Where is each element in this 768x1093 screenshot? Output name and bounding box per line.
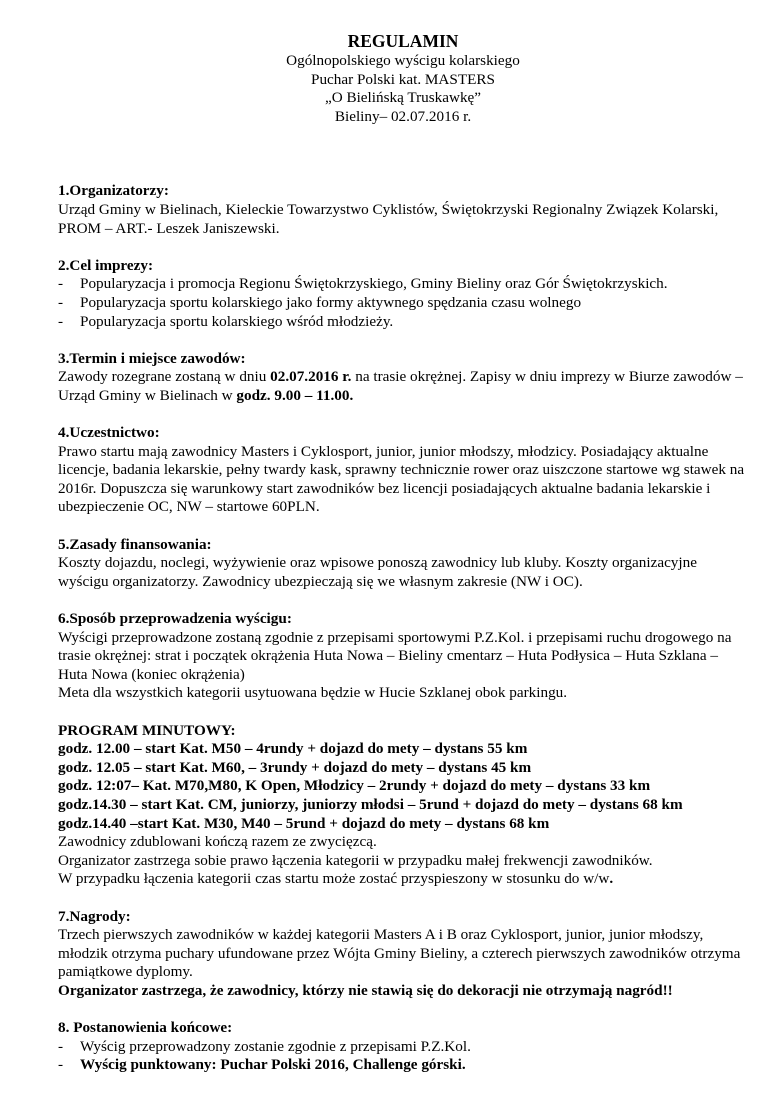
dash-bullet: - xyxy=(58,1037,64,1055)
subtitle-line-4: Bieliny– 02.07.2016 r. xyxy=(334,107,472,125)
list-item-text: Wyścig przeprowadzony zostanie zgodnie z przepisami P.Z.Kol. xyxy=(80,1037,471,1055)
section-race-conduct xyxy=(58,610,748,703)
program-note: Organizator zastrzega sobie prawo łączenia kategorii w przypadku małej frekwencji zawodników. xyxy=(58,851,653,869)
schedule-line: godz. 12.05 – start Kat. M60, – 3rundy + dojazd do mety – dystans 45 km xyxy=(58,758,532,776)
subtitle-line-3: „O Bielińską Truskawkę” xyxy=(324,89,482,107)
section-heading: 5.Zasady finansowania: xyxy=(58,535,212,553)
program-note: Zawodnicy zdublowani kończą razem ze zwycięzcą. xyxy=(58,833,377,851)
registration-hours: godz. 9.00 – 11.00. xyxy=(236,386,354,404)
list-item-text: Wyścig punktowany: Puchar Polski 2016, Challenge górski. xyxy=(80,1056,466,1074)
document-title: REGULAMIN xyxy=(347,31,459,51)
section-heading: 7.Nagrody: xyxy=(58,907,131,925)
subtitle-line-1: Ogólnopolskiego wyścigu kolarskiego xyxy=(286,52,520,69)
section-text xyxy=(58,368,748,405)
section-text: Urząd Gminy w Bielinach, Kieleckie Towarzystwo Cyklistów, Świętokrzyski Regionalny Związek Kolarski, PROM – ART.- Leszek Janiszewski. xyxy=(58,200,719,237)
section-program xyxy=(58,722,748,889)
section-heading: 8. Postanowienia końcowe: xyxy=(58,1019,233,1037)
schedule-line: godz. 12:07– Kat. M70,M80, K Open, Młodzicy – 2rundy + dojazd do mety – dystans 33 km xyxy=(58,777,651,795)
section-heading: 1.Organizatorzy: xyxy=(58,182,169,200)
section-heading: 4.Uczestnictwo: xyxy=(58,424,160,442)
text-run: W przypadku łączenia kategorii czas startu może zostać przyspieszony w stosunku do w/w xyxy=(58,870,610,888)
section-heading: 6.Sposób przeprowadzenia wyścigu: xyxy=(58,610,292,628)
section-text-finish: Meta dla wszystkich kategorii usytuowana będzie w Hucie Szklanej obok parkingu. xyxy=(58,684,568,702)
dash-bullet: - xyxy=(58,293,64,311)
section-heading: 3.Termin i miejsce zawodów: xyxy=(58,349,246,367)
section-financing xyxy=(58,536,748,592)
section-organizers xyxy=(58,182,748,238)
section-text: Trzech pierwszych zawodników w każdej kategorii Masters A i B oraz Cyklosport, junior, junior młodszy, młodzik otrzyma puchary ufundowane przez Wójta Gminy Bieliny, a czterech pierwszych zawodników otrzyma pamiątkowe dyplomy. xyxy=(58,926,741,981)
dash-bullet: - xyxy=(58,275,64,293)
section-date-place xyxy=(58,350,748,406)
section-final-provisions xyxy=(58,1019,748,1075)
dash-bullet: - xyxy=(58,1056,64,1074)
section-heading: PROGRAM MINUTOWY: xyxy=(58,721,236,739)
list-item xyxy=(58,313,748,332)
section-text: Prawo startu mają zawodnicy Masters i Cyklosport, junior, junior młodszy, młodzicy. Posiadający aktualne licencje, badania lekarskie, pełny twardy kask, sprawny technicznie rower oraz uiszczone startowe wg stawek na 2016r. Dopuszcza się warunkowy start zawodników bez licencji posiadających aktualne badania lekarskie i ubezpieczenie OC, NW – startowe 60PLN. xyxy=(58,442,745,516)
prize-warning: Organizator zastrzega, że zawodnicy, którzy nie stawią się do dekoracji nie otrzymają nagród!! xyxy=(58,981,673,999)
list-item xyxy=(58,1038,748,1057)
document-header xyxy=(58,30,748,126)
section-goal xyxy=(58,257,748,331)
schedule-line: godz. 12.00 – start Kat. M50 – 4rundy + dojazd do mety – dystans 55 km xyxy=(58,740,528,758)
schedule-line: godz.14.30 – start Kat. CM, juniorzy, juniorzy młodsi – 5rund + dojazd do mety – dystans 68 km xyxy=(58,795,683,813)
list-item xyxy=(58,275,748,294)
subtitle-line-2: Puchar Polski kat. MASTERS xyxy=(311,70,495,88)
text-run: . xyxy=(609,870,614,888)
program-note xyxy=(58,870,748,889)
section-text: Wyścigi przeprowadzone zostaną zgodnie z przepisami sportowymi P.Z.Kol. i przepisami ruchu drogowego na trasie okrężnej: strat i początek okrążenia Huta Nowa – Bieliny cmentarz – Huta Podłysica – Huta Szklana – Huta Nowa (koniec okrążenia) xyxy=(58,628,732,683)
section-heading: 2.Cel imprezy: xyxy=(58,256,154,274)
section-prizes xyxy=(58,908,748,1001)
event-date: 02.07.2016 r. xyxy=(270,368,352,386)
dash-bullet: - xyxy=(58,312,64,330)
list-item-text: Popularyzacja i promocja Regionu Świętokrzyskiego, Gminy Bieliny oraz Gór Świętokrzyskich. xyxy=(80,275,668,293)
text-run: na trasie okrężnej. Zapisy w dniu imprezy w Biurze zawodów – Urząd Gminy w Bielinach w xyxy=(58,368,743,404)
list-item-text: Popularyzacja sportu kolarskiego jako formy aktywnego spędzania czasu wolnego xyxy=(80,293,582,311)
list-item xyxy=(58,1056,748,1075)
section-participation xyxy=(58,424,748,517)
list-item xyxy=(58,294,748,313)
schedule-line: godz.14.40 –start Kat. M30, M40 – 5rund + dojazd do mety – dystans 68 km xyxy=(58,814,550,832)
list-item-text: Popularyzacja sportu kolarskiego wśród młodzieży. xyxy=(80,312,394,330)
section-text: Koszty dojazdu, noclegi, wyżywienie oraz wpisowe ponoszą zawodnicy lub kluby. Koszty organizacyjne wyścigu organizatorzy. Zawodnicy ubezpieczają się we własnym zakresie (NW i OC). xyxy=(58,554,697,590)
text-run: Zawody rozegrane zostaną w dniu xyxy=(58,368,271,386)
document-page xyxy=(58,30,748,1093)
